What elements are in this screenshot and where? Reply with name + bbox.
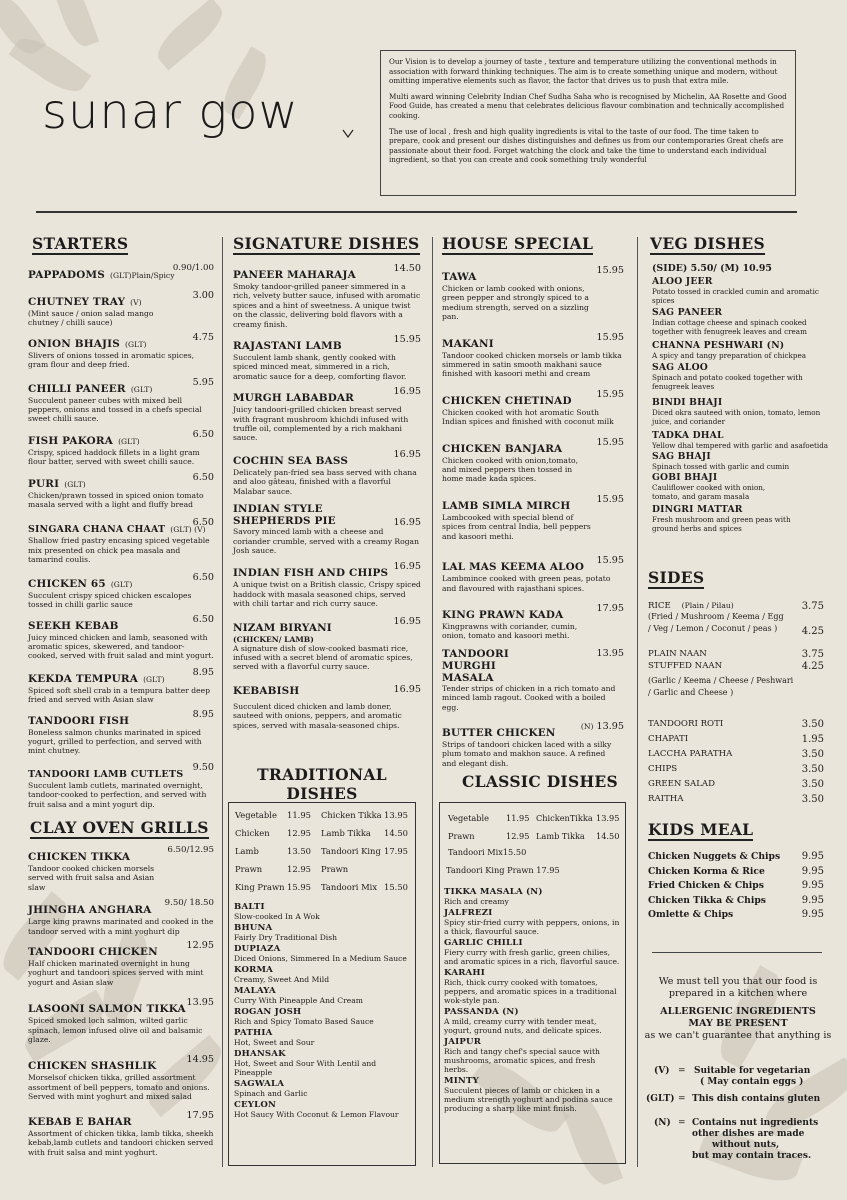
- price-label: Tandoori King: [321, 846, 381, 856]
- menu-item: PAPPADOMS (GLT)Plain/Spicy 0.90/1.00: [28, 263, 214, 281]
- side-row: LACCHA PARATHA 3.50: [648, 749, 824, 760]
- rice-row: RICE (Plain / Pilau) 3.75: [648, 601, 824, 612]
- price-label: Lamb Tikka: [536, 831, 585, 841]
- menu-item: CHICKEN SHASHLIK 14.95 Morselsof chicken tikka, grilled assortment assortment of bell peppers, tomato and onions. Served with mint yoghurt and mixed salad: [28, 1054, 214, 1102]
- traditional-title: TRADITIONAL DISHES: [257, 765, 387, 803]
- price-value: 15.95: [287, 882, 311, 892]
- dish-item: GOBI BHAJI Cauliflower cooked with onion, tomato, and garam masala: [652, 472, 766, 501]
- menu-item: FISH PAKORA (GLT) 6.50 Crispy, spiced haddock fillets in a light gram flour batter, served with sweet chilli sauce.: [28, 428, 214, 467]
- dish-item: KORMA Creamy, Sweet And Mild: [234, 965, 330, 984]
- dish-item: GARLIC CHILLI Fiery curry with fresh garlic, green chilies, and aromatic spices in a rich, flavorful sauce.: [444, 938, 620, 966]
- kids-row: Chicken Korma & Rice 9.95: [648, 865, 824, 877]
- price-label: Tandoori Mix: [321, 882, 378, 892]
- menu-item: CHICKEN BANJARA 15.95 Chicken cooked with onion,tomato, and mixed peppers then tossed in home made kada spices.: [442, 436, 624, 484]
- menu-item: LAL MAS KEEMA ALOO 15.95 Lambmince cooked with green peas, potato and flavoured with rajasthani spices.: [442, 555, 624, 593]
- menu-item: TAWA 15.95 Chicken or lamb cooked with onions, green pepper and strongly spiced to a medium strength, served on a sizzling pan.: [442, 265, 624, 322]
- signature-section: [233, 234, 421, 730]
- price-value: 11.95: [506, 813, 530, 823]
- menu-item: KEBABISH 16.95 Succulent diced chicken and lamb doner, sauteed with onions, peppers, and aromatic spices, served with masala-seasoned chips.: [233, 683, 421, 730]
- price-value: 12.95: [287, 864, 311, 874]
- menu-item: CHILLI PANEER (GLT) 5.95 Succulent paneer cubes with mixed bell peppers, onions and tossed in a chefs special sweet chilli sauce.: [28, 376, 214, 424]
- vision-paragraph: Our Vision is to develop a journey of taste , texture and temperature utilizing the conventional methods in association with forward thinking techniques. The aim is to create something unique and modern, without omitting imperative elements such as flavor, the factor that drives us to push that extra mile.: [389, 57, 778, 86]
- sides-section: [648, 568, 824, 809]
- price-label: Prawn: [321, 864, 349, 874]
- menu-item: SEEKH KEBAB 6.50 Juicy minced chicken and lamb, seasoned with aromatic spices, skewered, and tandoor-cooked, served with fruit salad and mint yogurt.: [28, 613, 214, 661]
- dish-item: JAIPUR Rich and tangy chef's special sauce with mushrooms, aromatic spices, and fresh herbs.: [444, 1037, 600, 1074]
- dish-item: TADKA DHAL Yellow dhal tempered with garlic and asafoetida: [652, 430, 829, 450]
- dish-item: ALOO JEER Potato tossed in crackled cumin and aromatic spices: [652, 276, 819, 305]
- menu-item: INDIAN STYLE SHEPHERDS PIE 16.95 Savory minced lamb with a cheese and coriander crumble, served with a creamy Rogan Josh sauce.: [233, 503, 421, 555]
- side-row: RAITHA 3.50: [648, 794, 824, 805]
- menu-item: INDIAN FISH AND CHIPS 16.95 A unique twist on a British classic, Crispy spiced haddock with masala seasoned chips, served with chili tartar and rich curry sauce.: [233, 561, 421, 609]
- allergen-divider: [652, 952, 822, 953]
- menu-item: SINGARA CHANA CHAAT (GLT) (V) 6.50 Shallow fried pastry encasing spiced vegetable mix presented on chick pea masala and tamarind coulis.: [28, 517, 214, 565]
- price-value: 14.50: [384, 828, 408, 838]
- veg-pricing: (SIDE) 5.50/ (M) 10.95: [652, 263, 772, 274]
- menu-item: CHICKEN TIKKA 6.50/12.95 Tandoor cooked chicken morsels served with fruit salsa and Asian slaw: [28, 845, 214, 892]
- classic-box: [439, 802, 626, 1164]
- allergen-section: [640, 976, 836, 1042]
- dish-item: CEYLON Hot Saucy With Coconut & Lemon Flavour: [234, 1100, 399, 1119]
- classic-dish-list: [440, 875, 625, 1113]
- dish-item: PASSANDA (N) A mild, creamy curry with tender meat, yogurt, ground nuts, and delicate spices.: [444, 1007, 602, 1035]
- vision-paragraph: Multi award winning Celebrity Indian Chef Sudha Saha who is recognised by Michelin, AA Rosette and Good Food Guide, has created a menu that celebrates delicious flavour combination and technically accomplished cooking.: [389, 91, 787, 120]
- traditional-box: [228, 802, 416, 1166]
- traditional-dish-list: [229, 896, 415, 1119]
- menu-item: PANEER MAHARAJA 14.50 Smoky tandoor-grilled paneer simmered in a rich, velvety butter sauce, infused with aromatic spices and a hint of sweetness. A unique twist on the classic, delivering bold flavors with a creamy finish.: [233, 263, 421, 329]
- price-label: ChickenTikka: [536, 813, 593, 823]
- kids-row: Fried Chicken & Chips 9.95: [648, 880, 824, 891]
- allergen-text: prepared in a kitchen where: [668, 988, 808, 999]
- menu-item: LAMB SIMLA MIRCH 15.95 Lambcooked with special blend of spices from central India, bell peppers and kasoori methi.: [442, 493, 624, 541]
- side-row: CHIPS 3.50: [648, 764, 824, 775]
- price-label: Chicken: [235, 828, 270, 838]
- section-title: HOUSE SPECIAL: [442, 234, 594, 253]
- price-label: Vegetable: [448, 813, 489, 823]
- sides-list: [648, 719, 824, 809]
- menu-item: ONION BHAJIS (GLT) 4.75 Slivers of onions tossed in aromatic spices, gram flour and deep fried.: [28, 331, 214, 370]
- classic-title: CLASSIC DISHES: [462, 772, 619, 791]
- menu-item: CHICKEN 65 (GLT) 6.50 Succulent crispy spiced chicken escalopes tossed in chilli garlic sauce: [28, 571, 214, 610]
- dish-item: BALTI Slow-cooked In A Wok: [234, 902, 320, 921]
- allergen-key: (N) = Contains nut ingredients other dishes are made without nuts, but may contain traces.: [654, 1118, 819, 1161]
- traditional-price-grid: [229, 806, 415, 896]
- price-label: Tandoori King Prawn 17.95: [446, 865, 560, 875]
- price-label: Prawn: [235, 864, 263, 874]
- side-row: TANDOORI ROTI 3.50: [648, 719, 824, 730]
- menu-item: NIZAM BIRYANI 16.95 (CHICKEN/ LAMB) A signature dish of slow-cooked basmati rice, infused with a secret blend of aromatic spices, served with a flavorful curry sauce.: [233, 615, 421, 672]
- price-label: Chicken Tikka: [321, 810, 382, 820]
- dish-item: ROGAN JOSH Rich and Spicy Tomato Based Sauce: [234, 1007, 374, 1026]
- menu-item: KEKDA TEMPURA (GLT) 8.95 Spiced soft shell crab in a tempura batter deep fried and served with Asian slaw: [28, 666, 214, 705]
- section-title: VEG DISHES: [650, 234, 766, 253]
- rice-options: (Fried / Mushroom / Keema / Egg / Veg / Lemon / Coconut / peas ): [648, 612, 784, 633]
- dish-item: PATHIA Hot, Sweet and Sour: [234, 1028, 315, 1047]
- brand-logo: sunar gow: [42, 84, 299, 140]
- classic-price-grid: [440, 803, 625, 865]
- kids-row: Chicken Tikka & Chips 9.95: [648, 894, 824, 906]
- menu-item: KEBAB E BAHAR 17.95 Assortment of chicken tikka, lamb tikka, sheekh kebab,lamb cutlets and tandoori chicken served with fruit salsa and mint yoghurt.: [28, 1109, 214, 1157]
- allergen-key-list: [646, 1066, 836, 1166]
- dish-item: BINDI BHAJI Diced okra sauteed with onion, tomato, lemon juice, and coriander: [652, 397, 821, 426]
- vision-paragraph: The use of local , fresh and high quality ingredients is vital to the taste of our food. The time taken to prepare, cook and present our dishes distinguishes and defines us from our contemporaries Great chefs are passionate about their food. Forget watching the clock and take the time to understand each individual ingredient, so that you can create and cook something truly wonderful: [389, 126, 784, 165]
- menu-item: KING PRAWN KADA 17.95 Kingprawns with coriander, cumin, onion, tomato and kasoori methi.: [442, 602, 624, 641]
- dish-item: MINTY Succulent pieces of lamb or chicken in a medium strength yoghurt and podina sauce producing a sharp like mint finish.: [444, 1076, 613, 1113]
- price-value: 13.50: [287, 846, 311, 856]
- section-title: CLAY OVEN GRILLS: [30, 818, 209, 837]
- price-value: 13.95: [384, 810, 408, 820]
- menu-item: JHINGHA ANGHARA 9.50/ 18.50 Large king prawns marinated and cooked in the tandoor served with a mint yoghurt dip: [28, 898, 214, 936]
- starters-section: [28, 234, 214, 809]
- kids-list: [648, 851, 824, 924]
- naan-options: (Garlic / Keema / Cheese / Peshwari / Garlic and Cheese ): [648, 676, 794, 697]
- logo-mark-icon: [342, 124, 354, 134]
- price-label: Tandoori Mix15.50: [448, 847, 527, 857]
- dish-item: CHANNA PESHWARI (N) A spicy and tangy preparation of chickpea: [652, 340, 807, 360]
- vision-box: [380, 50, 796, 196]
- leaf-decoration: [150, 0, 229, 70]
- header-divider: [36, 211, 797, 213]
- menu-item: MURGH LABABDAR 16.95 Juicy tandoori-grilled chicken breast served with fragrant mushroom khichdi infused with truffle oil, complemented by a rich makhani sauce.: [233, 386, 421, 443]
- dish-item: MALAYA Curry With Pineapple And Cream: [234, 986, 363, 1005]
- allergen-heading: MAY BE PRESENT: [688, 1018, 788, 1029]
- price-label: Lamb: [235, 846, 259, 856]
- allergen-key: (GLT) = This dish contains gluten: [646, 1094, 821, 1104]
- price-value: 14.50: [596, 831, 620, 841]
- price-value: 12.95: [287, 828, 311, 838]
- dish-item: TIKKA MASALA (N) Rich and creamy: [444, 887, 543, 906]
- price-value: 15.50: [384, 882, 408, 892]
- house-special-section: [442, 234, 624, 768]
- menu-item: TANDOORI CHICKEN 12.95 Half chicken marinated overnight in hung yoghurt and tandoori spices served with mint yogurt and Asian slaw: [28, 940, 214, 987]
- menu-item: TANDOORI LAMB CUTLETS 9.50 Succulent lamb cutlets, marinated overnight, tandoor-cooked to perfection, and served with fruit salsa and a mint yogurt dip.: [28, 761, 214, 809]
- dish-item: SAGWALA Spinach and Garlic: [234, 1079, 308, 1098]
- clay-oven-section: [28, 818, 214, 1157]
- menu-item: TANDOORI FISH 8.95 Boneless salmon chunks marinated in spiced yogurt, grilled to perfection, and served with mint chutney.: [28, 708, 214, 756]
- section-title: SIGNATURE DISHES: [233, 234, 420, 253]
- rice-options-price: 4.25: [801, 626, 824, 637]
- menu-item: RAJASTANI LAMB 15.95 Succulent lamb shank, gently cooked with spiced minced meat, simmered in a rich, aromatic sauce for a deep, comforting flavor.: [233, 334, 421, 381]
- dish-item: SAG BHAJI Spinach tossed with garlic and cumin: [652, 451, 790, 471]
- menu-item: TANDOORI MURGHI MASALA 13.95 Tender strips of chicken in a rich tomato and minced lamb ragout. Cooked with a boiled egg.: [442, 647, 624, 712]
- leaf-decoration: [51, 0, 99, 50]
- dish-item: DUPIAZA Diced Onions, Simmered In a Medium Sauce: [234, 944, 407, 963]
- price-value: 11.95: [287, 810, 311, 820]
- dish-item: DHANSAK Hot, Sweet and Sour With Lentil and Pineapple: [234, 1049, 377, 1077]
- dish-item: SAG ALOO Spinach and potato cooked together with fenugreek leaves: [652, 362, 803, 391]
- section-title: KIDS MEAL: [648, 820, 754, 839]
- allergen-key: (V) = Suitable for vegetarian ( May contain eggs ): [654, 1066, 811, 1087]
- price-value: 12.95: [506, 831, 530, 841]
- menu-item: LASOONI SALMON TIKKA 13.95 Spiced smoked loch salmon, wilted garlic spinach, lemon infused olive oil and balsamic glaze.: [28, 997, 214, 1045]
- veg-section: [650, 234, 832, 533]
- allergen-text: We must tell you that our food is: [658, 976, 818, 987]
- side-row: GREEN SALAD 3.50: [648, 779, 824, 790]
- dish-item: JALFREZI Spicy stir-fried curry with peppers, onions, in a thick, flavourful sauce.: [444, 908, 620, 936]
- menu-item: COCHIN SEA BASS 16.95 Delicately pan-fried sea bass served with chana and aloo gâteau, finished with a flavorful Malabar sauce.: [233, 448, 421, 496]
- kids-section: [648, 820, 824, 924]
- dish-item: DINGRI MATTAR Fresh mushroom and green peas with ground herbs and spices: [652, 504, 791, 533]
- column-divider: [222, 237, 223, 1167]
- dish-item: KARAHI Rich, thick curry cooked with tomatoes, peppers, and aromatic spices in a traditional wok-style pan.: [444, 968, 617, 1005]
- side-row: CHAPATI 1.95: [648, 734, 824, 745]
- price-label: Vegetable: [235, 810, 277, 820]
- price-value: 13.95: [596, 813, 620, 823]
- kids-row: Chicken Nuggets & Chips 9.95: [648, 851, 824, 862]
- price-label: King Prawn: [235, 882, 285, 892]
- price-label: Lamb Tikka: [321, 828, 371, 838]
- allergen-heading: ALLERGENIC INGREDIENTS: [660, 1006, 816, 1017]
- column-divider: [637, 237, 638, 1167]
- dish-item: BHUNA Fairly Dry Traditional Dish: [234, 923, 338, 942]
- menu-item: CHUTNEY TRAY (V) 3.00 (Mint sauce / onion salad mango chutney / chilli sauce): [28, 290, 214, 328]
- veg-list: [652, 276, 832, 533]
- side-row: STUFFED NAAN 4.25: [648, 661, 824, 672]
- kids-row: Omlette & Chips 9.95: [648, 909, 824, 920]
- menu-item: CHICKEN CHETINAD 15.95 Chicken cooked with hot aromatic South Indian spices and finished with coconut milk: [442, 388, 624, 427]
- dish-item: SAG PANEER Indian cottage cheese and spinach cooked together with fenugreek leaves and cream: [652, 307, 807, 336]
- menu-item: MAKANI 15.95 Tandoor cooked chicken morsels or lamb tikka simmered in satin smooth makhani sauce finished with kasoori methi and cream: [442, 331, 624, 379]
- allergen-text: as we can't guarantee that anything is: [644, 1030, 832, 1041]
- price-value: 17.95: [384, 846, 408, 856]
- section-title: STARTERS: [32, 234, 129, 253]
- menu-item: PURI (GLT) 6.50 Chicken/prawn tossed in spiced onion tomato masala served with a light and fluffy bread: [28, 471, 214, 510]
- side-row: PLAIN NAAN 3.75: [648, 649, 824, 660]
- section-title: SIDES: [648, 568, 705, 587]
- column-divider: [432, 237, 433, 1167]
- menu-item: BUTTER CHICKEN (N) 13.95 Strips of tandoori chicken laced with a silky plum tomato and makhon sauce. A refined and elegant dish.: [442, 720, 624, 768]
- price-label: Prawn: [448, 831, 475, 841]
